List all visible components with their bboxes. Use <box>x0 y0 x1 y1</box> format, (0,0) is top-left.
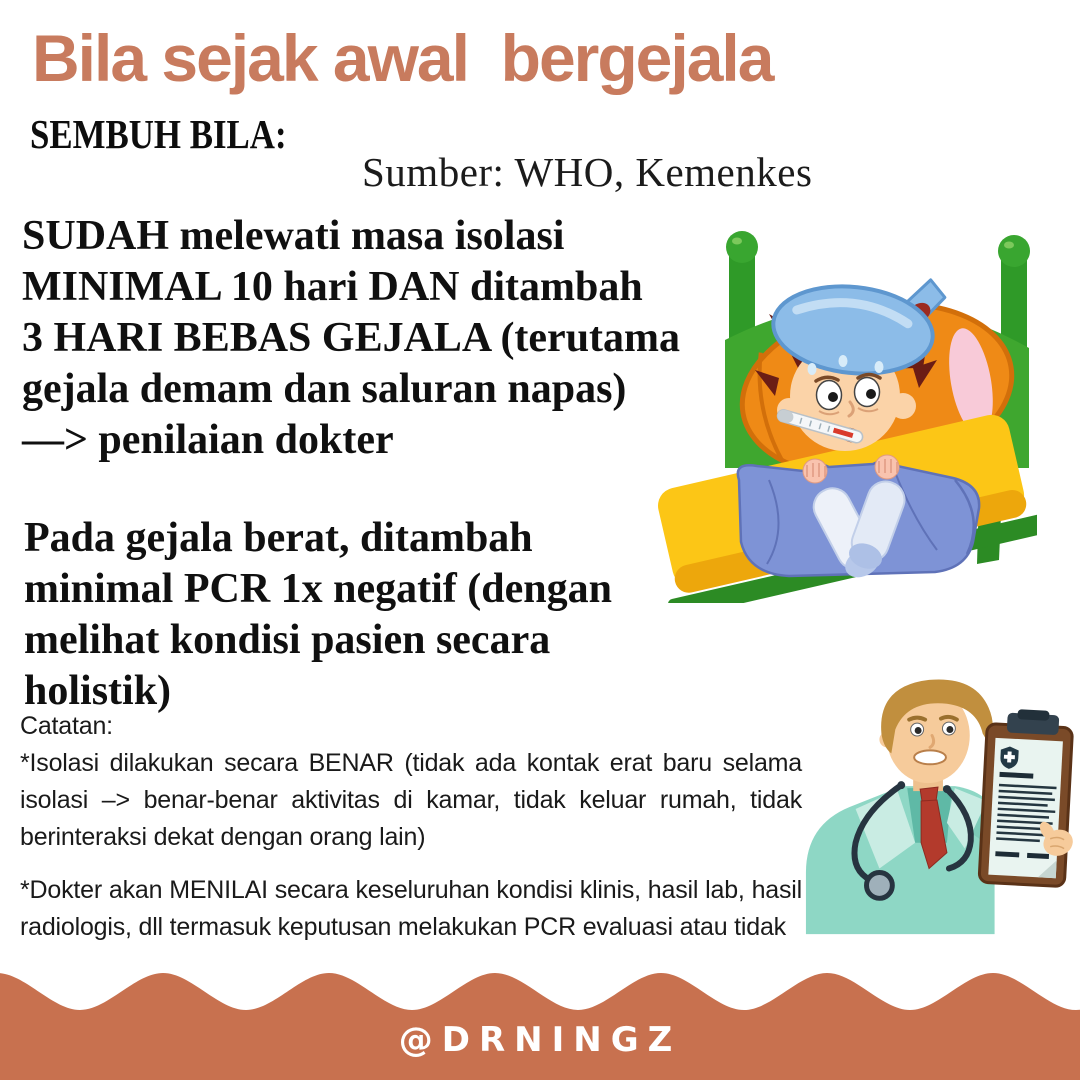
severe-symptoms-paragraph <box>24 513 612 717</box>
doctor-head <box>879 679 992 791</box>
text-line: SUDAH melewati masa isolasi <box>22 213 565 259</box>
page-title: Bila sejak awal bergejala <box>32 21 773 95</box>
text-line: *Isolasi dilakukan secara BENAR (tidak ada kontak erat baru selama <box>20 749 802 777</box>
sick-child-in-bed-illustration <box>637 228 1037 603</box>
text-line: *Dokter akan MENILAI secara keseluruhan kondisi klinis, hasil lab, hasil <box>20 876 802 904</box>
clipboard <box>979 708 1073 887</box>
subtitle-sembuh-bila: SEMBUH BILA: <box>30 111 287 157</box>
text-line: gejala demam dan saluran napas) <box>22 366 627 412</box>
notes-section <box>20 708 802 946</box>
instagram-handle: @DRNINGZ <box>398 1020 682 1060</box>
text-line: MINIMAL 10 hari DAN ditambah <box>22 264 643 310</box>
note-isolation <box>20 745 802 856</box>
text-line: melihat kondisi pasien secara <box>24 617 551 663</box>
wave-decoration <box>0 952 1080 1080</box>
doctor-with-clipboard-illustration <box>798 673 1076 935</box>
text-line: holistik) <box>24 668 172 714</box>
note-doctor-assessment <box>20 872 802 946</box>
text-line: isolasi –> benar-benar aktivitas di kamar, tidak keluar rumah, tidak <box>20 786 802 814</box>
recovery-criteria-paragraph <box>22 211 680 466</box>
text-line: berinteraksi dekat dengan orang lain) <box>20 823 426 851</box>
text-line: minimal PCR 1x negatif (dengan <box>24 566 612 612</box>
text-line: —> penilaian dokter <box>22 417 394 463</box>
text-line: Pada gejala berat, ditambah <box>24 515 533 561</box>
source-credit: Sumber: WHO, Kemenkes <box>362 149 813 195</box>
text-line: 3 HARI BEBAS GEJALA (terutama <box>22 315 681 361</box>
notes-label: Catatan: <box>20 712 113 740</box>
text-line: radiologis, dll termasuk keputusan melakukan PCR evaluasi atau tidak <box>20 913 786 941</box>
